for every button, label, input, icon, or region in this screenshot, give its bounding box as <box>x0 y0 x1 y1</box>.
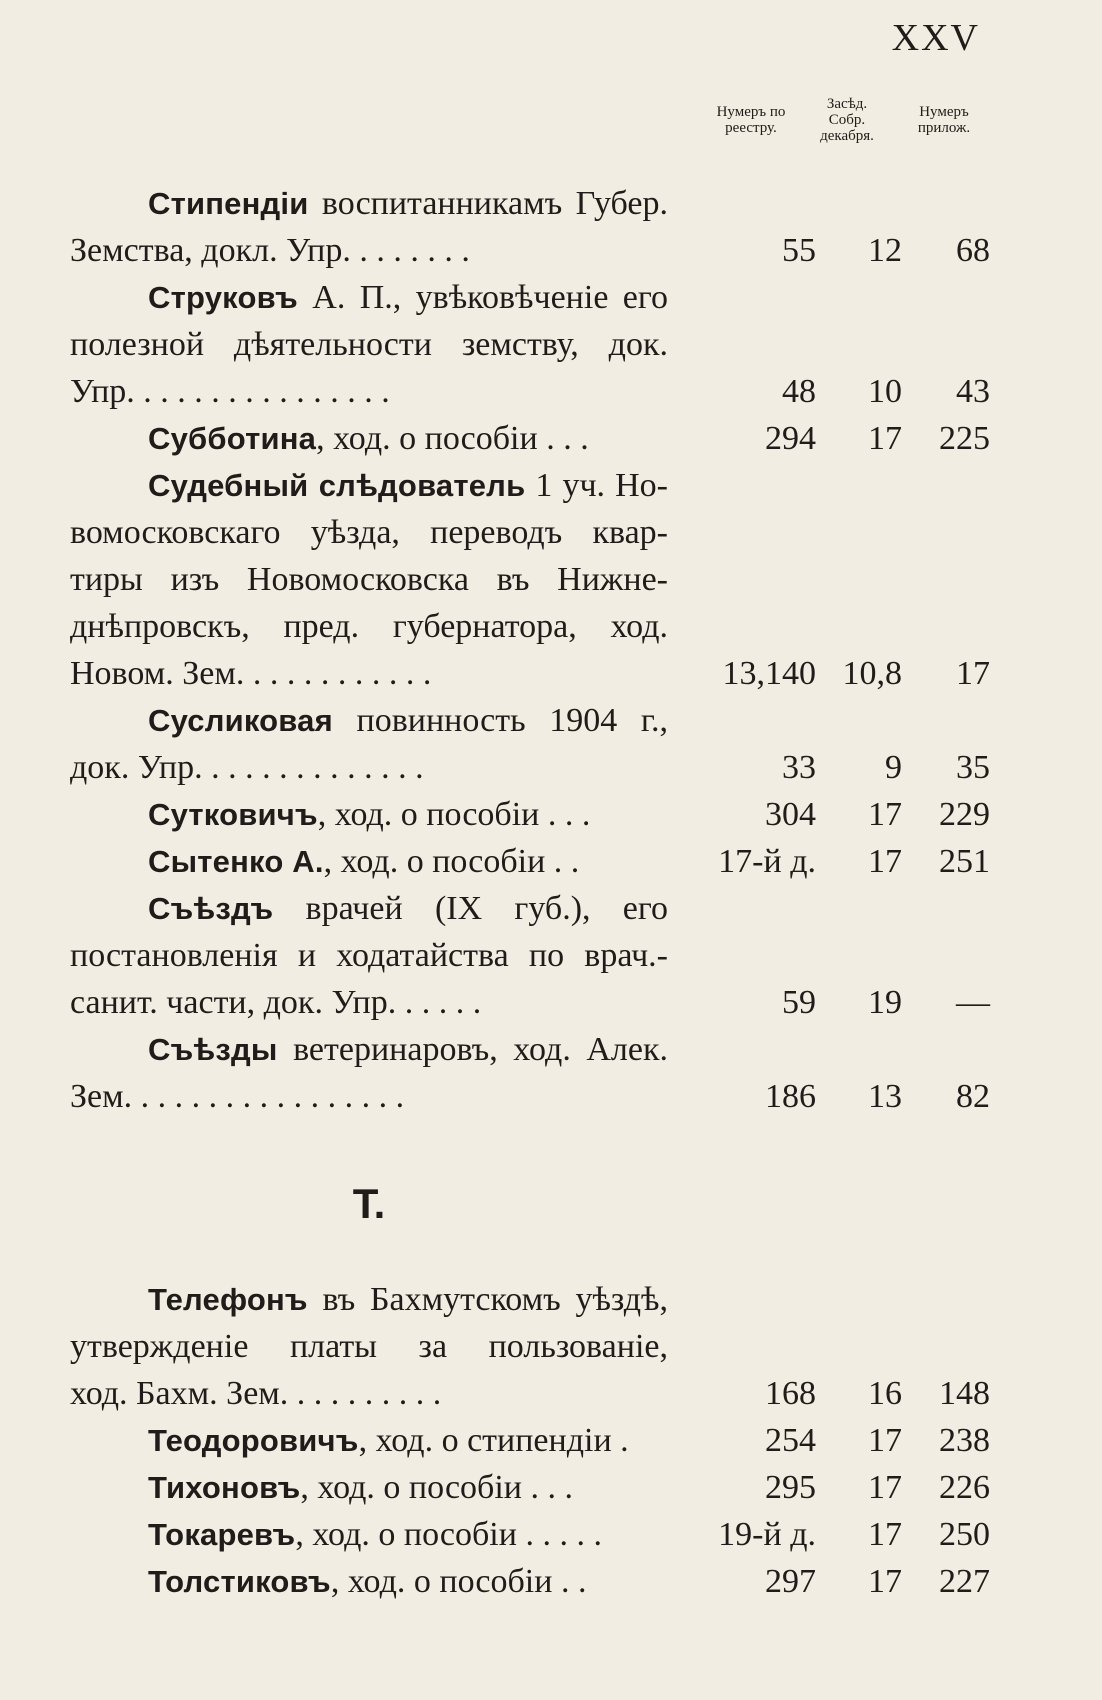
index-entry <box>70 697 990 791</box>
entry-line-text: , ход. о пособіи . . <box>330 1563 587 1600</box>
entry-line-text: постановленія и ходатайства по врач.- <box>70 937 668 974</box>
entry-text <box>70 791 668 838</box>
entry-line <box>70 838 668 885</box>
entry-line <box>70 180 668 227</box>
entry-line <box>70 1276 668 1323</box>
entry-text <box>70 1026 668 1120</box>
entry-headword: Судебный слѣдователь <box>148 468 526 503</box>
entry-numbers <box>680 1511 990 1558</box>
session-number: 16 <box>868 1375 902 1412</box>
column-header-registry <box>692 104 810 136</box>
entry-headword: Теодоровичъ <box>148 1423 359 1458</box>
index-entry <box>70 1026 990 1120</box>
entry-line <box>70 1511 668 1558</box>
entry-line-text: воспитанникамъ Губер. <box>308 185 668 222</box>
entry-headword: Съѣзды <box>148 1032 278 1067</box>
index-entry <box>70 838 990 885</box>
entry-numbers <box>680 1464 990 1511</box>
entry-headword: Сутковичъ <box>148 797 318 832</box>
index-entries <box>70 180 990 1605</box>
appendix-number: 148 <box>939 1375 990 1412</box>
index-entry <box>70 1417 990 1464</box>
entry-line <box>70 650 668 697</box>
entry-headword: Телефонъ <box>148 1282 308 1317</box>
entry-text <box>70 462 668 697</box>
column-header-line: реестру. <box>725 120 777 136</box>
index-entry <box>70 885 990 1026</box>
entry-numbers <box>680 415 990 462</box>
session-number: 17 <box>868 1422 902 1459</box>
appendix-number: 227 <box>939 1563 990 1600</box>
entry-line <box>70 1558 668 1605</box>
entry-headword: Съѣздъ <box>148 891 274 926</box>
entry-text <box>70 1511 668 1558</box>
registry-number: 168 <box>765 1375 816 1412</box>
entry-line-text: врачей (IX губ.), его <box>273 890 668 927</box>
registry-number: 19-й д. <box>718 1516 816 1553</box>
session-number: 17 <box>868 796 902 833</box>
entry-line-text: Земства, докл. Упр. . . . . . . . <box>70 232 470 269</box>
entry-line-text: док. Упр. . . . . . . . . . . . . . <box>70 749 424 786</box>
entry-line-text: Новом. Зем. . . . . . . . . . . . <box>70 655 432 692</box>
entry-text <box>70 1417 668 1464</box>
appendix-number: 250 <box>939 1516 990 1553</box>
entry-numbers <box>680 1073 990 1120</box>
section-letter: Т. <box>352 1180 386 1227</box>
entry-line <box>70 932 668 979</box>
entry-text <box>70 274 668 415</box>
entry-line-text: полезной дѣятельности земству, док. <box>70 326 668 363</box>
entry-line <box>70 885 668 932</box>
entry-line-text: Зем. . . . . . . . . . . . . . . . . <box>70 1078 405 1115</box>
registry-number: 294 <box>765 420 816 457</box>
entry-line <box>70 791 668 838</box>
entry-line <box>70 415 668 462</box>
session-number: 19 <box>868 984 902 1021</box>
appendix-number: 43 <box>956 373 990 410</box>
session-number: 13 <box>868 1078 902 1115</box>
index-entry <box>70 274 990 415</box>
registry-number: 304 <box>765 796 816 833</box>
column-header-session <box>806 96 888 144</box>
entry-line-text: днѣпровскъ, пред. губернатора, ход. <box>70 608 668 645</box>
index-entry <box>70 791 990 838</box>
entry-headword: Стипендіи <box>148 186 309 221</box>
entry-line <box>70 321 668 368</box>
entry-line-text: въ Бахмутскомъ уѣздѣ, <box>307 1281 668 1318</box>
entry-text <box>70 1558 668 1605</box>
appendix-number: — <box>956 984 990 1021</box>
entry-line <box>70 509 668 556</box>
column-header-line: Собр. <box>828 112 866 128</box>
entry-line-text: ветеринаровъ, ход. Алек. <box>277 1031 668 1068</box>
appendix-number: 226 <box>939 1469 990 1506</box>
entry-line <box>70 1464 668 1511</box>
index-entry <box>70 1464 990 1511</box>
entry-line <box>70 979 668 1026</box>
entry-line <box>70 697 668 744</box>
entry-line-text: , ход. о пособіи . . . . . <box>295 1516 602 1553</box>
entry-text <box>70 180 668 274</box>
entry-line-text: , ход. о пособіи . . . <box>300 1469 573 1506</box>
entry-line-text: , ход. о стипендіи . <box>358 1422 629 1459</box>
appendix-number: 17 <box>956 655 990 692</box>
appendix-number: 35 <box>956 749 990 786</box>
entry-line-text: санит. части, док. Упр. . . . . . <box>70 984 482 1021</box>
appendix-number: 225 <box>939 420 990 457</box>
column-header-line: Нумеръ по <box>716 104 786 120</box>
entry-headword: Толстиковъ <box>148 1564 331 1599</box>
entry-line <box>70 1323 668 1370</box>
entry-line <box>70 744 668 791</box>
appendix-number: 238 <box>939 1422 990 1459</box>
entry-numbers <box>680 744 990 791</box>
entry-headword: Сусликовая <box>148 703 333 738</box>
entry-headword: Струковъ <box>148 280 298 315</box>
entry-line <box>70 274 668 321</box>
session-number: 17 <box>868 1516 902 1553</box>
entry-line-text: А. П., увѣковѣченіе его <box>297 279 668 316</box>
entry-line-text: , ход. о пособіи . . . <box>316 420 589 457</box>
registry-number: 297 <box>765 1563 816 1600</box>
appendix-number: 229 <box>939 796 990 833</box>
entry-line-text: вомосковскаго уѣзда, переводъ квар- <box>70 514 668 551</box>
registry-number: 48 <box>782 373 816 410</box>
entry-line-text: повинность 1904 г., <box>332 702 668 739</box>
index-entry <box>70 180 990 274</box>
registry-number: 13,140 <box>722 655 816 692</box>
entry-headword: Сытенко А. <box>148 844 324 879</box>
session-number: 17 <box>868 843 902 880</box>
entry-numbers <box>680 838 990 885</box>
registry-number: 59 <box>782 984 816 1021</box>
entry-line <box>70 368 668 415</box>
entry-line-text: , ход. о пособіи . . . <box>317 796 591 833</box>
entry-line <box>70 1417 668 1464</box>
entry-text <box>70 838 668 885</box>
entry-line-text: 1 уч. Но- <box>525 467 668 504</box>
appendix-number: 82 <box>956 1078 990 1115</box>
entry-numbers <box>680 791 990 838</box>
entry-line-text: , ход. о пособіи . . <box>323 843 580 880</box>
entry-line <box>70 1073 668 1120</box>
appendix-number: 68 <box>956 232 990 269</box>
entry-text <box>70 1464 668 1511</box>
entry-text <box>70 1276 668 1417</box>
session-number: 9 <box>885 749 902 786</box>
entry-line <box>70 603 668 650</box>
session-number: 17 <box>868 1469 902 1506</box>
registry-number: 17-й д. <box>718 843 816 880</box>
session-number: 10,8 <box>842 655 902 692</box>
session-number: 17 <box>868 1563 902 1600</box>
entry-line <box>70 1370 668 1417</box>
appendix-number: 251 <box>939 843 990 880</box>
session-number: 10 <box>868 373 902 410</box>
entry-numbers <box>680 1370 990 1417</box>
index-entry <box>70 1558 990 1605</box>
page-number: XXV <box>891 17 980 59</box>
registry-number: 295 <box>765 1469 816 1506</box>
entry-text <box>70 697 668 791</box>
entry-line-text: ход. Бахм. Зем. . . . . . . . . . <box>70 1375 442 1412</box>
entry-numbers <box>680 1417 990 1464</box>
registry-number: 33 <box>782 749 816 786</box>
entry-line <box>70 1026 668 1073</box>
registry-number: 186 <box>765 1078 816 1115</box>
entry-text <box>70 885 668 1026</box>
entry-numbers <box>680 1558 990 1605</box>
column-header-line: Нумеръ <box>919 104 969 120</box>
column-header-line: декабря. <box>820 128 874 144</box>
entry-numbers <box>680 227 990 274</box>
entry-numbers <box>680 979 990 1026</box>
entry-line-text: утвержденіе платы за пользованіе, <box>70 1328 668 1365</box>
entry-numbers <box>680 368 990 415</box>
entry-line <box>70 462 668 509</box>
entry-line <box>70 556 668 603</box>
entry-headword: Субботина <box>148 421 317 456</box>
registry-number: 254 <box>765 1422 816 1459</box>
entry-headword: Тихоновъ <box>148 1470 301 1505</box>
index-entry <box>70 415 990 462</box>
column-header-line: Засѣд. <box>826 96 868 112</box>
index-entry <box>70 1511 990 1558</box>
column-header-line: прилож. <box>917 120 971 136</box>
entry-headword: Токаревъ <box>148 1517 296 1552</box>
column-header-appendix <box>896 104 992 136</box>
entry-line <box>70 227 668 274</box>
entry-line-text: Упр. . . . . . . . . . . . . . . . <box>70 373 390 410</box>
entry-line-text: тиры изъ Новомосковска въ Нижне- <box>70 561 668 598</box>
session-number: 17 <box>868 420 902 457</box>
entry-text <box>70 415 668 462</box>
registry-number: 55 <box>782 232 816 269</box>
entry-numbers <box>680 650 990 697</box>
index-entry <box>70 462 990 697</box>
session-number: 12 <box>868 232 902 269</box>
index-entry <box>70 1276 990 1417</box>
